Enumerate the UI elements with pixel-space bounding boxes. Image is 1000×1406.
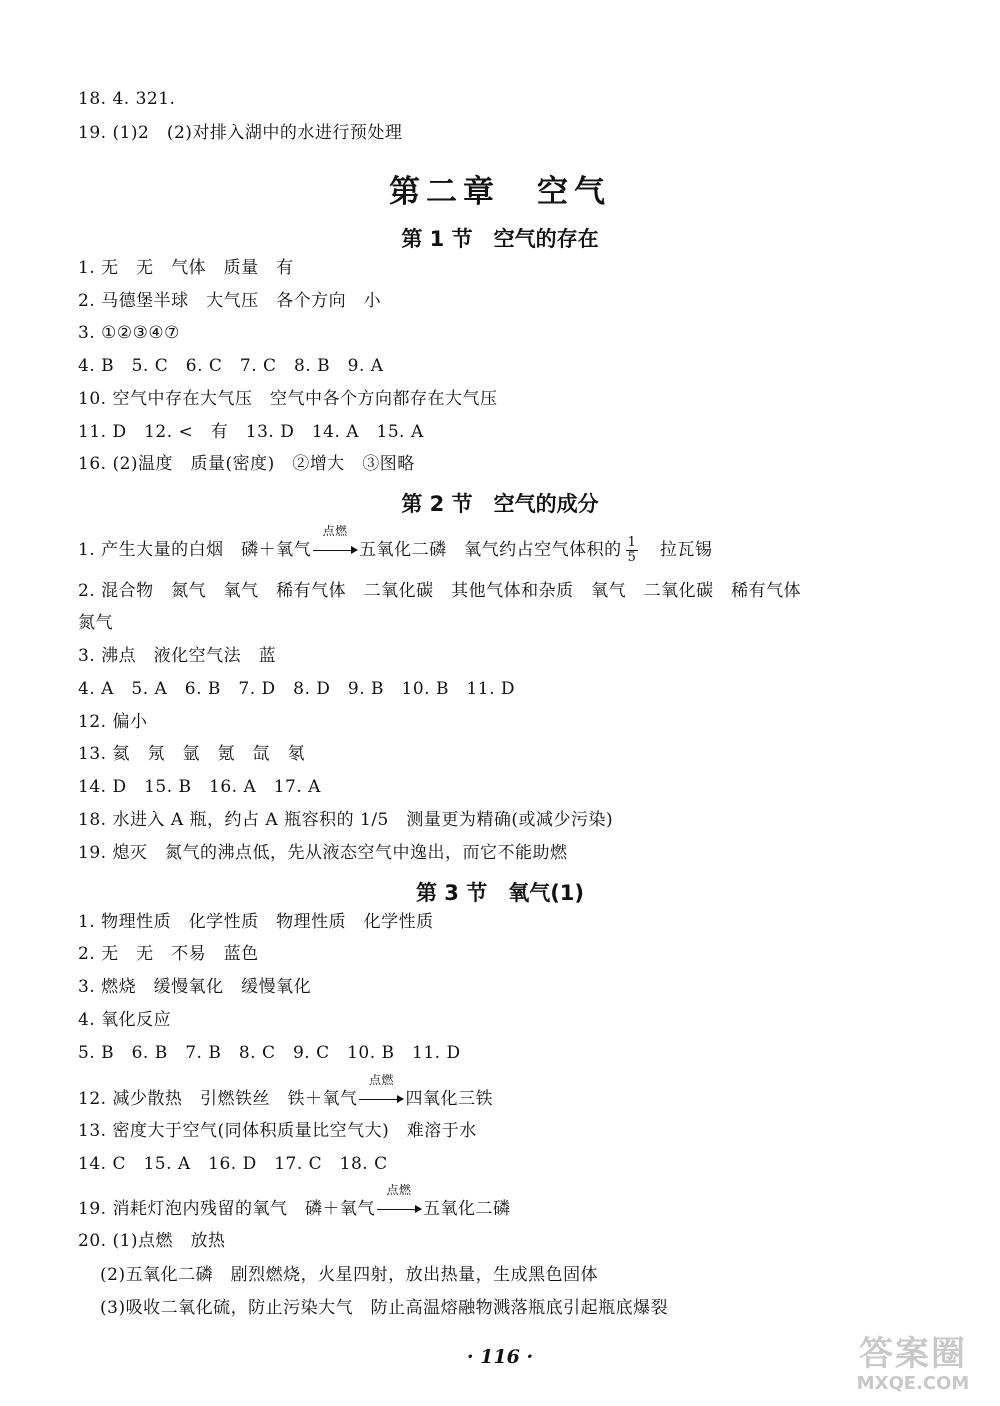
s3-line-12 <box>78 1073 493 1110</box>
s2-line-1-part-b: 五氧化二磷 氧气约占空气体积的 <box>359 540 622 560</box>
s3-line-20-3: (3)吸收二氧化硫，防止污染大气 防止高温熔融物溅落瓶底引起瓶底爆裂 <box>100 1298 669 1318</box>
s2-line-1-part-c: 拉瓦锡 <box>659 540 713 560</box>
s1-line-16: 16. (2)温度 质量(密度) ②增大 ③图略 <box>78 454 415 474</box>
section-1-title: 第 1 节 空气的存在 <box>401 227 599 251</box>
chapter-title: 第二章 空气 <box>389 174 611 210</box>
answer-line-18: 18. 4. 321. <box>78 89 176 109</box>
s3-line-14: 14. C 15. A 16. D 17. C 18. C <box>78 1154 388 1174</box>
s3-line-19-part-b: 五氧化二磷 <box>422 1199 511 1219</box>
s2-line-2-cont: 氮气 <box>78 613 113 633</box>
s3-line-19-part-a: 19. 消耗灯泡内残留的氧气 磷＋氧气 <box>78 1199 375 1219</box>
s2-line-12: 12. 偏小 <box>78 712 148 732</box>
reaction-condition: 点燃 <box>322 524 348 538</box>
s1-line-2: 2. 马德堡半球 大气压 各个方向 小 <box>78 291 382 311</box>
s1-line-11: 11. D 12. < 有 13. D 14. A 15. A <box>78 422 424 442</box>
s1-line-3: 3. ①②③④⑦ <box>78 323 180 343</box>
s2-line-14: 14. D 15. B 16. A 17. A <box>78 777 321 797</box>
page-number: · 116 · <box>466 1346 534 1368</box>
s1-line-10: 10. 空气中存在大气压 空气中各个方向都存在大气压 <box>78 389 498 409</box>
s2-line-13: 13. 氦 氖 氩 氪 氙 氡 <box>78 744 305 764</box>
arrow-icon <box>359 1099 403 1100</box>
watermark-logo-text: 答案圈 <box>859 1334 967 1374</box>
arrow-icon <box>313 550 357 551</box>
s3-line-4: 4. 氧化反应 <box>78 1010 172 1030</box>
s3-line-5: 5. B 6. B 7. B 8. C 9. C 10. B 11. D <box>78 1043 461 1063</box>
s2-line-18: 18. 水进入 A 瓶，约占 A 瓶容积的 1/5 测量更为精确(或减少污染) <box>78 810 614 830</box>
reaction-arrow <box>375 1183 423 1220</box>
s3-line-20: 20. (1)点燃 放热 <box>78 1231 226 1251</box>
section-3-title: 第 3 节 氧气(1) <box>415 881 585 905</box>
s3-line-3: 3. 燃烧 缓慢氧化 缓慢氧化 <box>78 977 312 997</box>
watermark-logo <box>838 1334 988 1400</box>
s3-line-20-2: (2)五氧化二磷 剧烈燃烧，火星四射，放出热量，生成黑色固体 <box>100 1265 599 1285</box>
s2-line-3: 3. 沸点 液化空气法 蓝 <box>78 646 277 666</box>
s2-line-1 <box>78 524 713 565</box>
s3-line-12-part-a: 12. 减少散热 引燃铁丝 铁＋氧气 <box>78 1089 358 1109</box>
arrow-icon <box>377 1209 421 1210</box>
reaction-condition: 点燃 <box>368 1073 394 1087</box>
s3-line-19 <box>78 1183 511 1220</box>
s3-line-12-part-b: 四氧化三铁 <box>405 1089 493 1109</box>
fraction-numerator: 1 <box>627 535 637 550</box>
s1-line-1: 1. 无 无 气体 质量 有 <box>78 258 294 278</box>
s2-line-4: 4. A 5. A 6. B 7. D 8. D 9. B 10. B 11. D <box>78 679 516 699</box>
s2-line-2: 2. 混合物 氮气 氧气 稀有气体 二氧化碳 其他气体和杂质 氧气 二氧化碳 稀有气体 <box>78 581 802 601</box>
fraction <box>626 536 639 565</box>
watermark-url: MXQE.COM <box>856 1373 970 1394</box>
s3-line-13: 13. 密度大于空气(同体积质量比空气大) 难溶于水 <box>78 1121 477 1141</box>
s3-line-1: 1. 物理性质 化学性质 物理性质 化学性质 <box>78 912 434 932</box>
reaction-condition: 点燃 <box>386 1183 412 1197</box>
answer-line-19: 19. (1)2 (2)对排入湖中的水进行预处理 <box>78 123 403 143</box>
reaction-arrow <box>357 1073 405 1110</box>
section-2-title: 第 2 节 空气的成分 <box>401 492 599 516</box>
s3-line-2: 2. 无 无 不易 蓝色 <box>78 944 259 964</box>
reaction-arrow <box>311 524 359 561</box>
fraction-denominator: 5 <box>627 550 637 565</box>
s1-line-4: 4. B 5. C 6. C 7. C 8. B 9. A <box>78 356 384 376</box>
s2-line-19: 19. 熄灭 氮气的沸点低，先从液态空气中逸出，而它不能助燃 <box>78 843 568 863</box>
s2-line-1-part-a: 1. 产生大量的白烟 磷＋氧气 <box>78 540 312 560</box>
